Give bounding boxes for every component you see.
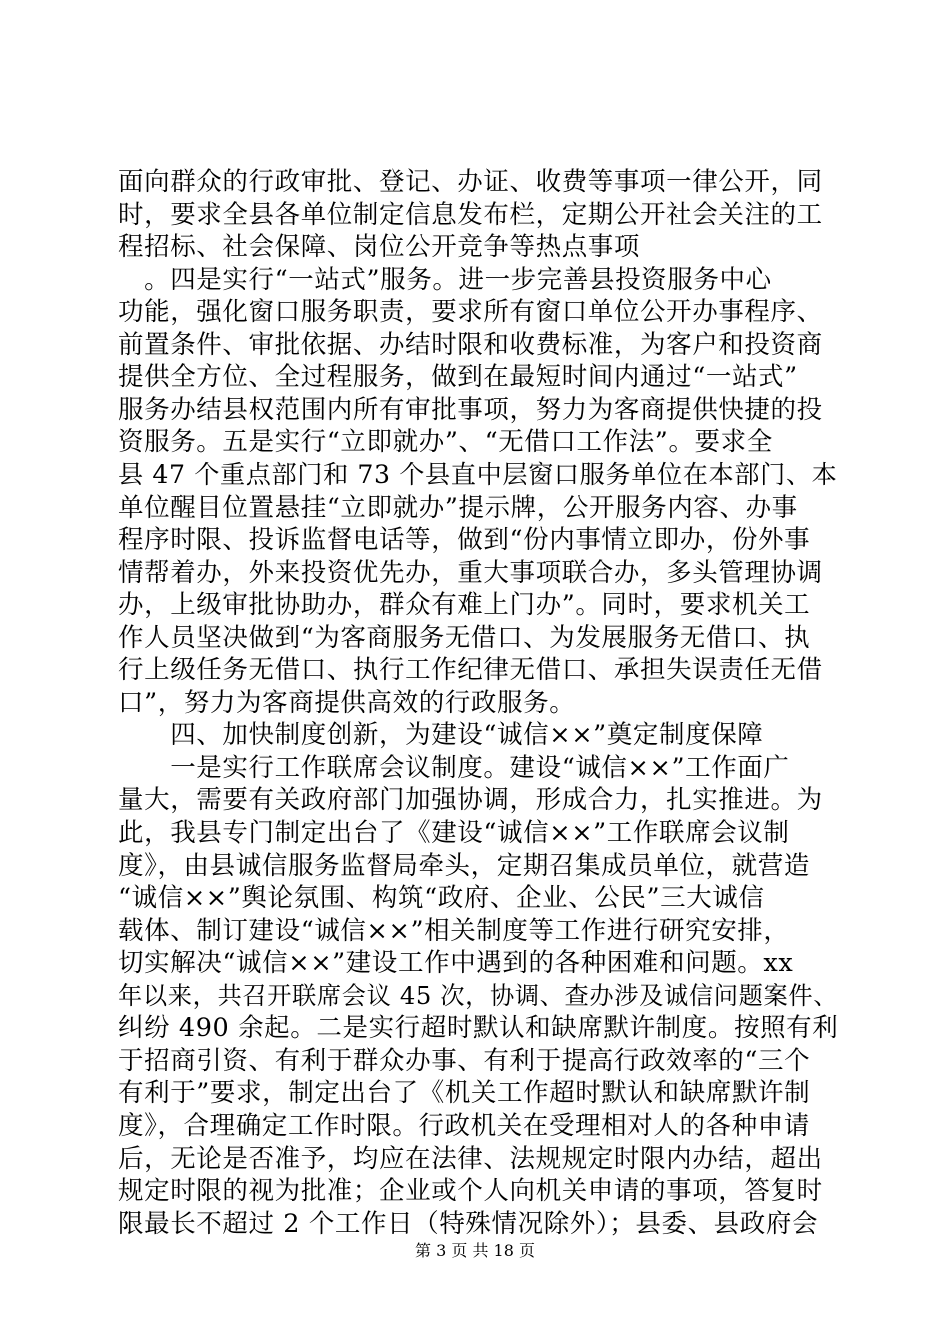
text-line: 量大，需要有关政府部门加强协调，形成合力，扎实推进。为 xyxy=(118,785,823,816)
text-line: 四、加快制度创新，为建设“诚信××”奠定制度保障 xyxy=(118,720,764,751)
text-line: 于招商引资、有利于群众办事、有利于提高行政效率的“三个 xyxy=(118,1045,811,1076)
text-line: 。四是实行“一站式”服务。进一步完善县投资服务中心 xyxy=(118,264,772,295)
text-line: 面向群众的行政审批、登记、办证、收费等事项一律公开，同 xyxy=(118,167,823,197)
text-line: 单位醒目位置悬挂“立即就办”提示牌，公开服务内容、办事 xyxy=(118,492,798,523)
text-line: 程招标、社会保障、岗位公开竞争等热点事项 xyxy=(118,232,641,263)
text-line: 载体、制订建设“诚信××”相关制度等工作进行研究安排， xyxy=(118,915,790,946)
text-line: 资服务。五是实行“立即就办”、“无借口工作法”。要求全 xyxy=(118,427,773,458)
text-line: 县 47 个重点部门和 73 个县直中层窗口服务单位在本部门、本 xyxy=(118,459,838,489)
text-line: 行上级任务无借口、执行工作纪律无借口、承担失误责任无借 xyxy=(118,655,823,686)
text-line: 办，上级审批协助办，群众有难上门办”。同时，要求机关工 xyxy=(118,590,811,621)
text-line: 此，我县专门制定出台了《建设“诚信××”工作联席会议制 xyxy=(118,818,790,848)
text-line: 功能，强化窗口服务职责，要求所有窗口单位公开办事程序、 xyxy=(118,297,823,328)
text-line: 后，无论是否准予，均应在法律、法规规定时限内办结，超出 xyxy=(118,1143,823,1174)
text-line: 口”，努力为客商提供高效的行政服务。 xyxy=(118,687,576,718)
text-line: 度》，由县诚信服务监督局牵头，定期召集成员单位，就营造 xyxy=(118,850,810,881)
text-line: 前置条件、审批依据、办结时限和收费标准，为客户和投资商 xyxy=(118,329,823,360)
text-line: 提供全方位、全过程服务，做到在最短时间内通过“一站式” xyxy=(118,362,798,393)
text-line: 限最长不超过 2 个工作日（特殊情况除外）；县委、县政府会 xyxy=(118,1208,819,1239)
text-line: 服务办结县权范围内所有审批事项，努力为客商提供快捷的投 xyxy=(118,394,823,425)
text-line: 切实解决“诚信××”建设工作中遇到的各种困难和问题。xx xyxy=(118,948,794,979)
page-footer: 第 3 页 共 18 页 xyxy=(415,1241,535,1260)
text-line: 作人员坚决做到“为客商服务无借口、为发展服务无借口、执 xyxy=(118,622,811,653)
text-line: 年以来，共召开联席会议 45 次，协调、查办涉及诚信问题案件、 xyxy=(118,980,839,1010)
text-line: 纠纷 490 余起。二是实行超时默认和缺席默许制度。按照有利 xyxy=(118,1013,839,1044)
text-line: 规定时限的视为批准；企业或个人向机关申请的事项，答复时 xyxy=(118,1176,823,1207)
text-line: “诚信××”舆论氛围、构筑“政府、企业、公民”三大诚信 xyxy=(118,883,765,914)
text-line: 一是实行工作联席会议制度。建设“诚信××”工作面广 xyxy=(118,752,790,783)
text-line: 程序时限、投诉监督电话等，做到“份内事情立即办，份外事 xyxy=(118,525,811,556)
text-line: 度》，合理确定工作时限。行政机关在受理相对人的各种申请 xyxy=(118,1110,810,1141)
text-line: 情帮着办，外来投资优先办，重大事项联合办，多头管理协调 xyxy=(118,557,823,588)
text-line: 有利于”要求，制定出台了《机关工作超时默认和缺席默许制 xyxy=(118,1078,811,1109)
text-line: 时，要求全县各单位制定信息发布栏，定期公开社会关注的工 xyxy=(118,199,823,230)
